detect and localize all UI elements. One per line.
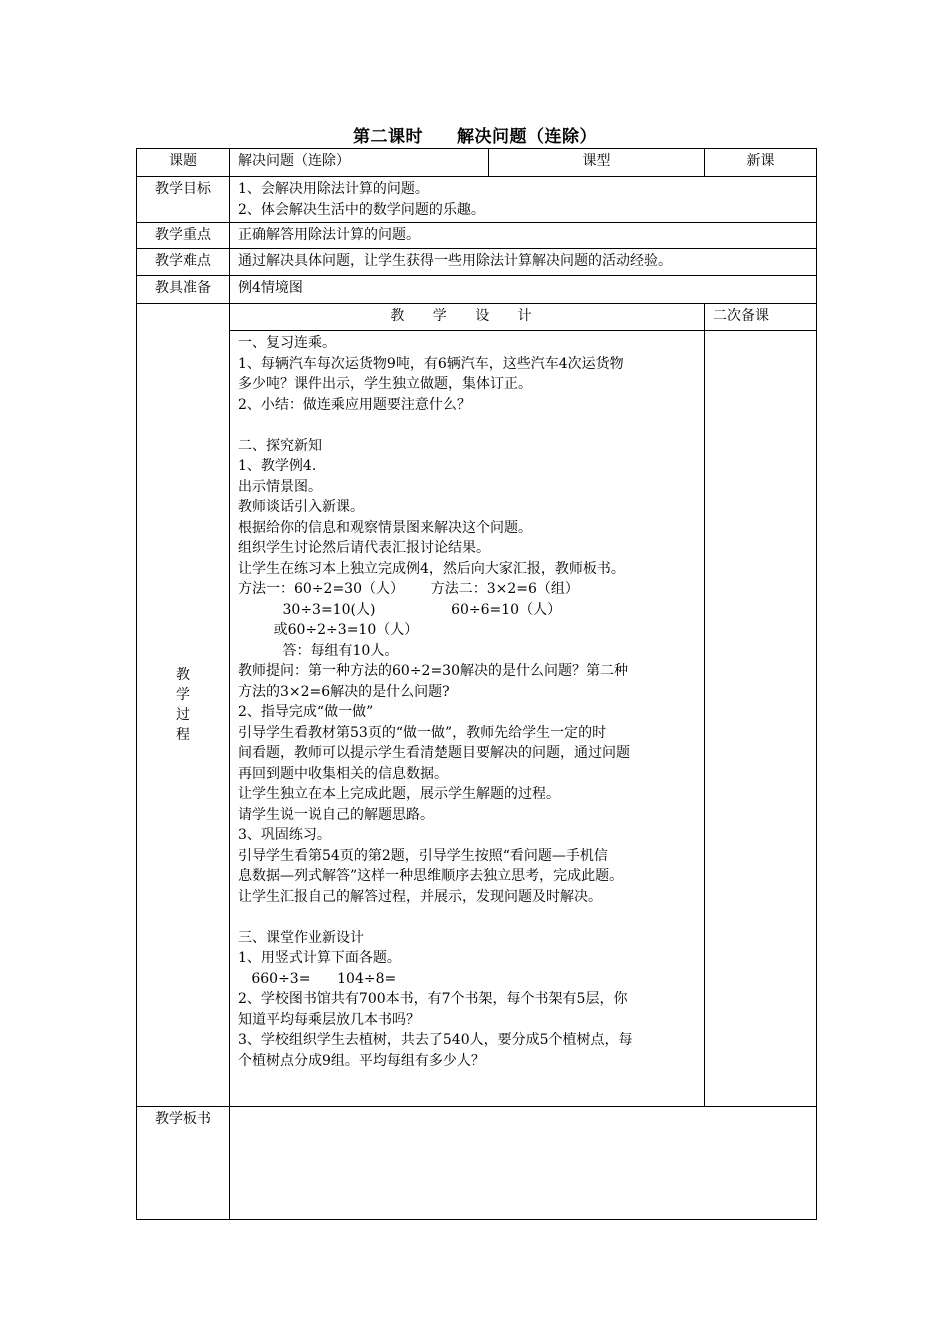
objectives-value (230, 177, 817, 223)
process-line: 教师谈话引入新课。 (238, 499, 364, 515)
second-prep-content (705, 331, 817, 1107)
process-line: 知道平均每乘层放几本书吗？ (238, 1011, 420, 1028)
process-line: 教师提问：第一种方法的60÷2=30解决的是什么问题？第二种 (238, 663, 628, 679)
objectives-label: 教学目标 (137, 177, 230, 223)
objectives-row (137, 177, 817, 223)
process-line: 多少吨？课件出示，学生独立做题，集体订正。 (238, 376, 532, 392)
difficulty-row (137, 249, 817, 276)
topic-label: 课题 (137, 149, 230, 177)
lesson-type-value: 新课 (705, 149, 817, 177)
process-line: 引导学生看第54页的第2题，引导学生按照“看问题—手机信 (238, 847, 608, 864)
board-label: 教学板书 (137, 1107, 230, 1220)
process-label-char: 教 (176, 667, 190, 683)
process-line: 或60÷2÷3=10（人） (238, 622, 419, 638)
process-line: 2、学校图书馆共有700本书，有7个书架，每个书架有5层，你 (238, 991, 628, 1007)
process-line: 间看题，教师可以提示学生看清楚题目要解决的问题，通过问题 (238, 745, 630, 761)
process-line: 组织学生讨论然后请代表汇报讨论结果。 (238, 540, 490, 556)
process-line: 1、每辆汽车每次运货物9吨，有6辆汽车，这些汽车4次运货物 (238, 355, 624, 372)
process-line: 二、探究新知 (238, 437, 322, 454)
process-line: 2、指导完成“做一做” (238, 704, 374, 720)
title-lesson: 第二课时 (353, 127, 423, 147)
process-line: 1、用竖式计算下面各题。 (238, 950, 401, 966)
materials-value: 例4情境图 (230, 276, 817, 304)
process-content (230, 331, 705, 1107)
process-line: 1、教学例4. (238, 458, 317, 474)
process-line: 三、课堂作业新设计 (238, 929, 364, 946)
process-line (238, 415, 696, 436)
title-topic: 解决问题（连除） (457, 127, 597, 147)
key-point-row (137, 223, 817, 249)
teaching-design-heading: 教 学 设 计 (230, 304, 705, 331)
process-line: 息数据—列式解答”这样一种思维顺序去独立思考，完成此题。 (238, 868, 624, 884)
difficulty-value: 通过解决具体问题，让学生获得一些用除法计算解决问题的活动经验。 (230, 249, 817, 276)
process-line: 3、巩固练习。 (238, 827, 331, 843)
lesson-plan-table (136, 148, 817, 1220)
objective-line: 2、体会解决生活中的数学问题的乐趣。 (238, 201, 485, 218)
topic-row (137, 149, 817, 177)
key-point-label: 教学重点 (137, 223, 230, 249)
key-point-value: 正确解答用除法计算的问题。 (230, 223, 817, 249)
process-line: 根据给你的信息和观察情景图来解决这个问题。 (238, 519, 532, 536)
process-line: 3、学校组织学生去植树，共去了540人，要分成5个植树点，每 (238, 1032, 633, 1048)
lesson-type-label: 课型 (489, 149, 705, 177)
process-line: 出示情景图。 (238, 478, 322, 495)
process-line: 答：每组有10人。 (238, 642, 399, 659)
page-title (0, 122, 950, 147)
process-line: 请学生说一说自己的解题思路。 (238, 806, 434, 823)
process-label-char: 程 (176, 727, 190, 743)
board-content (230, 1107, 817, 1220)
process-label (137, 304, 230, 1107)
process-line: 2、小结：做连乘应用题要注意什么？ (238, 396, 471, 413)
process-line: 30÷3=10(人) 60÷6=10（人） (238, 601, 562, 618)
process-line: 方法的3×2=6解决的是什么问题? (238, 683, 450, 700)
materials-label: 教具准备 (137, 276, 230, 304)
process-line: 引导学生看教材第53页的“做一做”，教师先给学生一定的时 (238, 724, 607, 741)
process-line (238, 907, 696, 928)
topic-value: 解决问题（连除） (230, 149, 489, 177)
process-line: 再回到题中收集相关的信息数据。 (238, 765, 448, 782)
process-line: 个植树点分成9组。平均每组有多少人？ (238, 1052, 485, 1069)
process-label-char: 学 (176, 687, 190, 703)
process-line: 方法一：60÷2=30（人） 方法二：3×2=6（组） (238, 581, 579, 597)
objective-line: 1、会解决用除法计算的问题。 (238, 181, 429, 197)
process-line: 660÷3= 104÷8= (238, 970, 397, 987)
process-row (137, 331, 817, 1107)
second-prep-heading: 二次备课 (705, 304, 817, 331)
difficulty-label: 教学难点 (137, 249, 230, 276)
process-line: 让学生独立在本上完成此题，展示学生解题的过程。 (238, 786, 560, 802)
board-row (137, 1107, 817, 1220)
design-header-row (137, 304, 817, 331)
materials-row (137, 276, 817, 304)
process-label-char: 过 (176, 707, 190, 723)
process-line: 让学生在练习本上独立完成例4，然后向大家汇报，教师板书。 (238, 560, 625, 577)
process-line: 让学生汇报自己的解答过程，并展示，发现问题及时解决。 (238, 888, 602, 905)
process-line: 一、复习连乘。 (238, 335, 336, 351)
